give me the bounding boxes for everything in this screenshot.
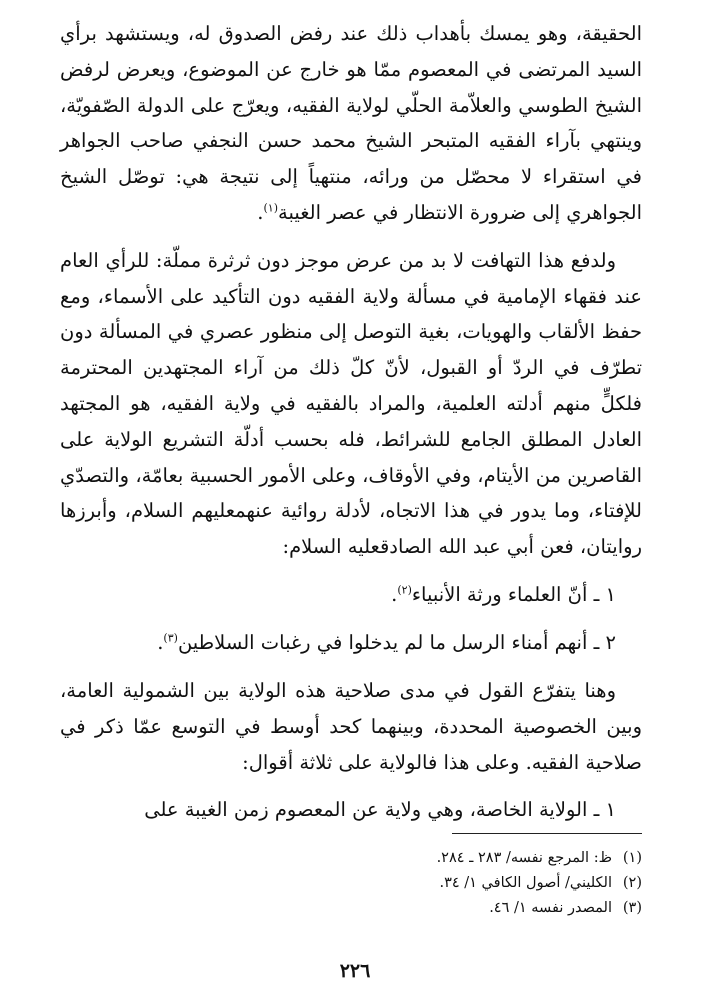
footnote-ref-2: (٢) xyxy=(397,583,412,597)
paragraph-2: ولدفع هذا التهافت لا بد من عرض موجز دون ثرثرة مملّة: للرأي العام عند فقهاء الإمامية في مسألة ولاية الفقيه دون التأكيد على الأسماء، ومع حفظ الألقاب والهويات، بغية التوصل إلى منظور عصري في المسألة دون تطرّف في الردّ أو القبول، لأنّ كلّ ذلك من آراء المجتهدين المحترمة فلكلٍّ منهم أدلته العلمية، والمراد بالفقيه في ولاية الفقيه، هو المجتهد العادل المطلق الجامع للشرائط، فله بحسب أدلّة التشريع الولاية على القاصرين من الأيتام، وفي الأوقاف، وعلى الأمور الحسبية بعامّة، والتصدّي للإفتاء، وما يدور في هذا الاتجاه، لأدلة روائية عنهمعليهم السلام، وأبرزها روايتان، فعن أبي عبد الله الصادقعليه السلام: xyxy=(60,248,642,559)
list-item-1: ١ ـ أنّ العلماء ورثة الأنبياء$^{(٢)}$. xyxy=(391,582,616,606)
list-item-3: ١ ـ الولاية الخاصة، وهي ولاية عن المعصوم زمن الغيبة على xyxy=(144,798,616,822)
page-number: ٢٢٦ xyxy=(339,960,371,982)
page-body xyxy=(60,16,642,840)
list-item-2: ٢ ـ أنهم أمناء الرسل ما لم يدخلوا في رغبات السلاطين$^{(٣)}$. xyxy=(157,630,616,654)
paragraph-1: الحقيقة، وهو يمسك بأهداب ذلك عند رفض الصدوق له، ويستشهد برأي السيد المرتضى في المعصوم ممّا هو خارج عن الموضوع، ويعرض لرفض الشيخ الطوسي والعلاّمة الحلّي لولاية الفقيه، ويعرّج على الدولة الصّفويّة، وينتهي بآراء الفقيه المتبحر الشيخ محمد حسن النجفي صاحب الجواهر في استقراء لا محصّل من ورائه، منتهياً إلى نتيجة هي: توصّل الشيخ الجواهري إلى ضرورة الانتظار في عصر الغيبة$^{(١)}$. xyxy=(60,22,642,224)
footnote-ref-3: (٣) xyxy=(163,631,178,645)
paragraph-3: وهنا يتفرّع القول في مدى صلاحية هذه الولاية بين الشمولية العامة، وبين الخصوصية المحددة، وبينهما كحد أوسط في التوسع عمّا ذكر في صلاحية الفقيه. وعلى هذا فالولاية على ثلاثة أقوال: xyxy=(60,678,642,774)
footnote-1: (١)ظ: المرجع نفسه/ ٢٨٣ ـ ٢٨٤. xyxy=(436,850,642,866)
footnote-divider xyxy=(452,833,642,834)
footnote-2: (٢)الكليني/ أصول الكافي ١/ ٣٤. xyxy=(439,875,642,891)
footnotes xyxy=(122,846,642,921)
footnote-ref-1: (١) xyxy=(263,201,278,215)
footnote-3: (٣)المصدر نفسه ١/ ٤٦. xyxy=(489,900,642,916)
